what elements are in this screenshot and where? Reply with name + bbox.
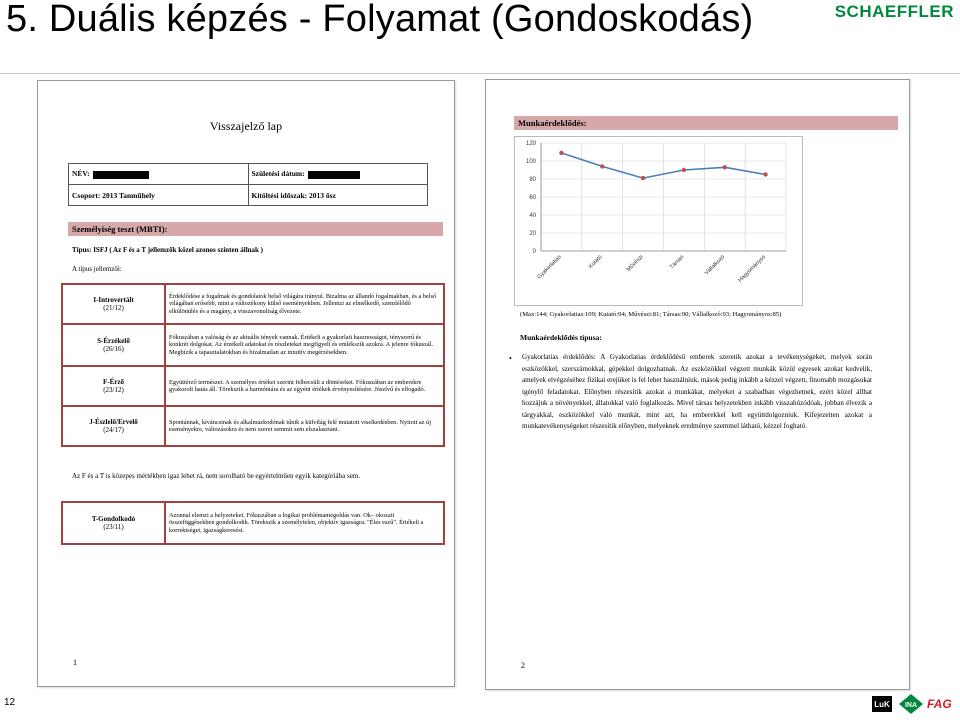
data-point <box>641 176 645 180</box>
luk-logo: LuK <box>872 696 892 712</box>
y-tick-label: 80 <box>529 177 536 183</box>
trait-text: Azonnal elemzi a helyzeteket. Fókuszában a logikai problémamegoldás van. Ok– okozati összefüggésekben gondolkodik. Törekszik a személytelen, objektív igazságra. "Éles eszű". Értékeli a korrektséget, igazságkeresést. <box>165 502 444 544</box>
trait-text: Együttérző természet. A személyes értékei szerint felbecsüli a döntéseket. Fókuszában az emberekre gyakorolt hatás áll. Törekszik a harmóniára és az egyéni értékek érvényesítésére. Jószívű és elfogadó. <box>165 366 444 406</box>
y-tick-label: 0 <box>532 249 536 255</box>
trait-text: Spontánnak, kíváncsinak és alkalmazkodónak tűnik a külvilág felé mutatott viselkedésben. Nyitott az új eseményekre, változásokra és nem szeret semmit sem elszalasztani. <box>165 406 444 446</box>
doc-title: Visszajelző lap <box>209 119 283 133</box>
between-text: Az F és a T is közepes mértékben igaz lehet rá, nem sorolható be egyértelműen egyik kategóriába sem. <box>72 472 361 480</box>
x-tick-label: Vállalkozó <box>703 254 727 277</box>
page-number-1: 1 <box>73 658 77 667</box>
data-point <box>559 151 563 155</box>
y-tick-label: 60 <box>529 195 536 201</box>
y-tick-label: 100 <box>525 159 536 165</box>
name-label: NÉV: <box>72 169 90 179</box>
schaeffler-logo: SCHAEFFLER <box>834 2 954 21</box>
fag-logo: FAG <box>927 697 952 711</box>
ina-logo-text: INA <box>904 702 918 709</box>
interest-chart <box>514 136 803 306</box>
trait-cell: I-Introvertált (21/12) <box>62 284 165 324</box>
redacted-birthdate <box>308 171 360 179</box>
type-traits-label: A típus jellemzői: <box>72 265 122 273</box>
x-tick-label: Társas <box>668 254 686 271</box>
page-number-2: 2 <box>521 661 525 670</box>
trait-cell: F-Érző (23/12) <box>62 366 165 406</box>
x-tick-label: Hagyományos <box>737 254 767 284</box>
interest-type-title: Munkaérdeklődés típusa: <box>520 333 602 342</box>
x-tick-label: Kutató <box>587 254 604 270</box>
period-label: Kitöltési időszak: 2013 ősz <box>251 190 336 200</box>
info-table <box>68 163 428 206</box>
document-page-2 <box>485 79 910 690</box>
x-tick-label: Művészi <box>625 254 645 273</box>
work-interest-title: Munkaérdeklődés: <box>514 116 898 130</box>
mbti-type: Típus: ISFJ ( Az F és a T jellemzők közel azonos szinten állnak ) <box>72 246 264 254</box>
chart-svg <box>515 137 802 305</box>
trait-cell: J-Észlelő/Ervelő (24/17) <box>62 406 165 446</box>
trait-text: Fókuszában a valóság és az aktuális tények vannak. Értékeli a gyakorlati hasznosságot, tényszerű és konkrét dolgokat. Az érzékelt adatokat és részleteket megfigyeli és emlékszik azokra. A jelenre fókuszál. Megbízik a tapasztalatokban és bizalmatlan az intuitív megérzésekben. <box>165 324 444 366</box>
mbti-section-title: Személyiség teszt (MBTI): <box>68 222 443 236</box>
chart-caption: (Max:144; Gyakorlatias:109; Kutató:94; Művészi:81; Társas:90; Vállalkozó:93; Hagyományos:85) <box>520 311 782 318</box>
data-point <box>723 165 727 169</box>
x-tick-label: Gyakorlatias <box>536 254 563 281</box>
birthdate-label: Születési dátum: <box>251 169 305 179</box>
group-label: Csoport: 2013 Tanműhely <box>72 190 155 200</box>
data-point <box>763 172 767 176</box>
data-point <box>682 168 686 172</box>
ina-logo <box>898 693 924 715</box>
document-page-1 <box>37 80 455 687</box>
trait-cell: T-Gondolkodó (23/11) <box>62 502 165 544</box>
slide-number: 12 <box>4 697 16 708</box>
trait-cell: S-Érzékelő (26/16) <box>62 324 165 366</box>
redacted-name <box>93 171 149 179</box>
data-point <box>600 164 604 168</box>
title-rule <box>0 73 960 74</box>
t-trait-table <box>61 501 445 545</box>
slide-title: 5. Duális képzés - Folyamat (Gondoskodás) <box>6 0 754 40</box>
mbti-traits-table <box>61 283 445 447</box>
interest-paragraph: Gyakorlatias érdeklődés: A Gyakorlatias érdeklődésű emberek szeretik azokat a tevékenységeket, melyek során eszközökkel, szerszámokkal, gépekkel dolgozhatnak. Az eszközökkel végzett munkák közül egyesek azokat kedvelik, amelyek elvégzéséhez fizikai erejüket is fel lehet használniuk, mások pedig inkább a kézzel végzett, finomabb mozgásokat igénylő feladatokat. Előnyben részesítik azokat a munkákat, melyeket a szabadban végezhetnek, ezért közel állhat hozzájuk a növényekkel, állatokkal való foglalkozás. Mivel társas helyzetekben inkább visszahúzódóak, jobban élvezik a tárgyakkal, eszközökkel való munkát, mint azt, ha emberekkel kell együttdolgozniuk. Kifejezetten azokat a munkatevékenységeket részesítik előnyben, melyeknek eredménye szemmel látható, kézzel fogható. <box>522 353 872 430</box>
y-tick-label: 20 <box>529 231 536 237</box>
bullet-dot: • <box>509 354 512 363</box>
y-tick-label: 40 <box>529 213 536 219</box>
trait-text: Érdeklődése a fogalmak és gondolatok belső világára irányul. Bizalma az állandó fogalmakban, és a belső világában erősebb, mint a változékony külső eseményekben. Jellemzi az elmélkedő, szemlélődő elkülönülés és a magány, a visszavonultság élvezete. <box>165 284 444 324</box>
y-tick-label: 120 <box>525 141 536 147</box>
